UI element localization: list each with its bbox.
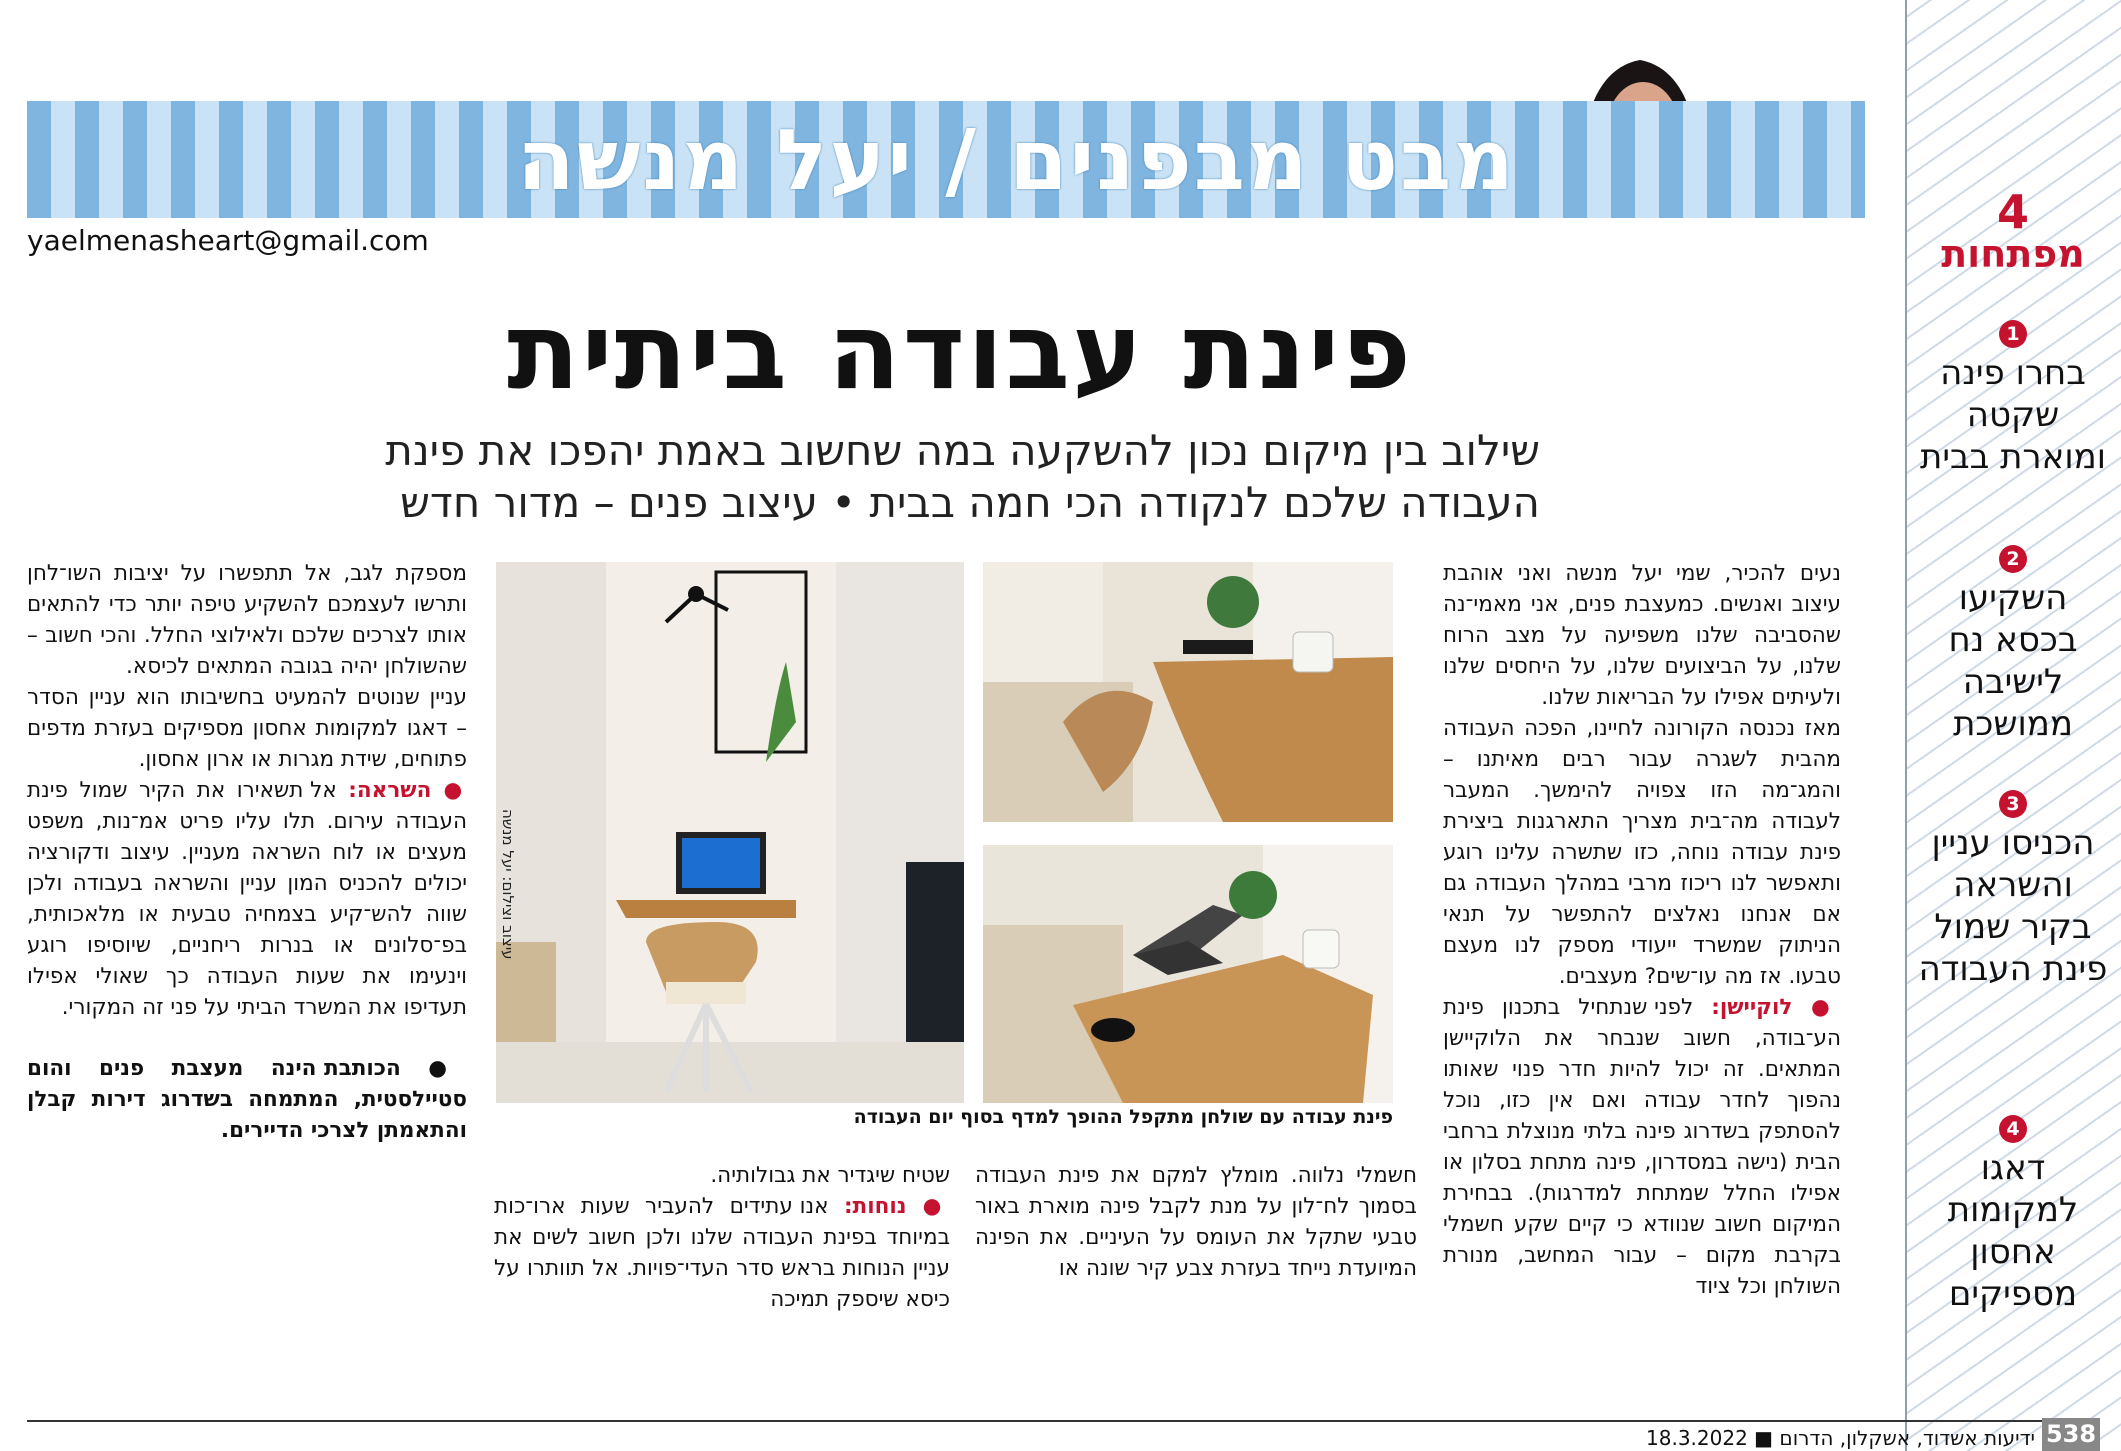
body-column-3 — [494, 1160, 950, 1315]
inspiration-text: אל תשאירו את הקיר שמול פינת העבודה עירום. תלו עליו פריט אמ־נות, משפט מעצים או לוח השראה מעניין. עיצוב ודקורציה יכולים להכניס המון עניין והשראה בעבודה ולכן שווה להש־קיע בצמחיה טבעית או מלאכותית, בפ־סלונים או בנרות ריחניים, שיוסיפו רוגע וינעימו את שעות העבודה כך שאולי אפילו תעדיפו את המשרד הביתי על פני זה המקורי. — [27, 778, 467, 1020]
tip-text: הכניסו עניין והשראה בקיר שמול פינת העבודה — [1918, 823, 2108, 989]
author-note-text: הכותבת הינה מעצבת פנים והום סטיילסטית, המתמחה בשדרוג דירות קבלן והתאמתן לצרכי הדיירים. — [27, 1056, 467, 1143]
sidebar-title — [1920, 185, 2106, 276]
tip-text: בחרו פינה שקטה ומוארת בבית — [1920, 353, 2106, 477]
tip-number-badge: 4 — [1999, 1115, 2027, 1143]
comfort-label: נוחות: — [843, 1194, 907, 1219]
body-column-4 — [27, 558, 467, 1146]
photo-caption: פינת עבודה עם שולחן מתקפל ההופך למדף בסוף יום העבודה — [853, 1106, 1393, 1128]
paragraph-location — [1443, 992, 1841, 1302]
tip-text: השקיעו בכסא נח לישיבה ממושכת — [1948, 578, 2078, 744]
sidebar-tip — [1918, 545, 2108, 745]
paragraph-comfort — [494, 1191, 950, 1315]
author-note: ● הכותבת הינה מעצבת פנים והום סטיילסטית, המתמחה בשדרוג דירות קבלן והתאמתן לצרכי הדיירים. — [27, 1056, 468, 1143]
tip-number-badge: 2 — [1999, 545, 2027, 573]
paragraph-storage: עניין שנוטים להמעיט בחשיבותו הוא עניין הסדר – דאגו למקומות אחסון מספיקים בעזרת מדפים פתוחים, שידת מגרות או ארון אחסון. — [27, 685, 467, 772]
photo-desk-open — [983, 562, 1393, 822]
article-subhead: שילוב בין מיקום נכון להשקעה במה שחשוב באמת יהפכו את פינת העבודה שלכם לנקודה הכי חמה בבית • עיצוב פנים – מדור חדש — [385, 426, 1540, 527]
sidebar-tip — [1918, 1115, 2108, 1315]
footer-divider — [27, 1420, 2047, 1422]
paragraph-desk: מספקת לגב, אל תתפשרו על יציבות השו־לחן ותרשו לעצמכם להשקיע טיפה יותר כדי להתאים אותו לצרכים שלכם ולאילוצי החלל. והכי חשוב – שהשולחן יהיה בגובה המתאים לכיסא. — [27, 561, 467, 679]
paragraph-inspiration — [27, 775, 467, 1023]
photo-credit: עיצוב וצילום: יעל מנשה — [499, 809, 517, 960]
column-banner — [27, 101, 1865, 218]
body-column-2 — [975, 1160, 1417, 1284]
banner-title: מבט מבפנים / יעל מנשה — [517, 110, 1517, 209]
inspiration-lead: ● השראה: — [348, 778, 467, 803]
article-headline: פינת עבודה ביתית — [507, 290, 1413, 413]
sidebar-title-word: מפתחות — [1941, 232, 2085, 276]
photo-desk-laptop — [983, 845, 1393, 1103]
author-email[interactable]: yaelmenasheart@gmail.com — [27, 224, 429, 257]
paragraph-window: חשמלי נלווה. מומלץ למקם את פינת העבודה בסמוך לח־לון על מנת לקבל פינה מוארת באור טבעי שתקל את העומס על העיניים. את הפינה המיועדת נייחד בעזרת צבע קיר שונה או — [975, 1163, 1417, 1281]
tip-number-badge: 3 — [1999, 790, 2027, 818]
location-text: לפני שנתחיל בתכנון פינת הע־בודה, חשוב שנבחר את הלוקיישן המתאים. זה יכול להיות חדר פנוי שאותו נהפוך לחדר עבודה ואם אין כזו, נוכל להסתפק בשדרוג פינה בלתי מנוצלת ברחבי הבית (נישה במסדרון, פינה מתחת בסלון או אפילו החלל שמתחת למדרגות). בבחירת המיקום חשוב שנוודא כי קיים שקע חשמלי בקרבת מקום – עבור המחשב, מנורת השולחן וכל ציוד — [1443, 995, 1841, 1299]
sidebar-tip — [1918, 790, 2108, 990]
photo-workspace-corner — [496, 562, 964, 1103]
paragraph-intro: נעים להכיר, שמי יעל מנשה ואני אוהבת עיצוב ואנשים. כמעצבת פנים, אני מאמי־נה שהסביבה שלנו משפיעה על מצב הרוח שלנו, על הביצועים שלנו, על היחסים שלנו ולעיתים אפילו על הבריאות שלנו. — [1443, 561, 1841, 710]
footer-publication: ידיעות אשדוד, אשקלון, הדרום ■ 18.3.2022 — [1646, 1426, 2035, 1450]
body-column-1 — [1443, 558, 1841, 1302]
location-label: לוקיישן: — [1711, 995, 1793, 1020]
tip-text: דאגו למקומות אחסון מספיקים — [1947, 1148, 2079, 1314]
comfort-lead: ● נוחות: — [843, 1194, 950, 1219]
paragraph-corona: מאז נכנסה הקורונה לחיינו, הפכה העבודה מהבית לשגרה עבור רבים מאיתנו – והמג־מה הזו צפויה להימשך. המעבר לעבודה מה־בית מצריך התארגנות ביצירת פינת עבודה נוחה, כזו שתשרה עלינו רוגע ותאפשר לנו ריכוז מרבי במהלך העבודה גם אם אנחנו נאלצים להתפשר על תנאי הניתוק שמשרד ייעודי מספק לנו מעצם טבעו. אז מה עו־שים? מעצבים. — [1443, 716, 1841, 989]
page-number: 538 — [2042, 1418, 2100, 1451]
paragraph-rug: שטיח שיגדיר את גבולותיה. — [710, 1163, 950, 1188]
location-lead: ● לוקיישן: — [1711, 995, 1841, 1020]
inspiration-label: השראה: — [348, 778, 432, 803]
tip-number-badge: 1 — [1999, 320, 2027, 348]
comfort-text: אנו עתידים להעביר שעות ארו־כות במיוחד בפינת העבודה שלנו ולכן חשוב לשים את עניין הנוחות בראש סדר העדי־פויות. אל תוותרו על כיסא שיספק תמיכה — [494, 1194, 950, 1312]
sidebar-count: 4 — [1996, 185, 2029, 239]
sidebar-tip — [1918, 320, 2108, 478]
